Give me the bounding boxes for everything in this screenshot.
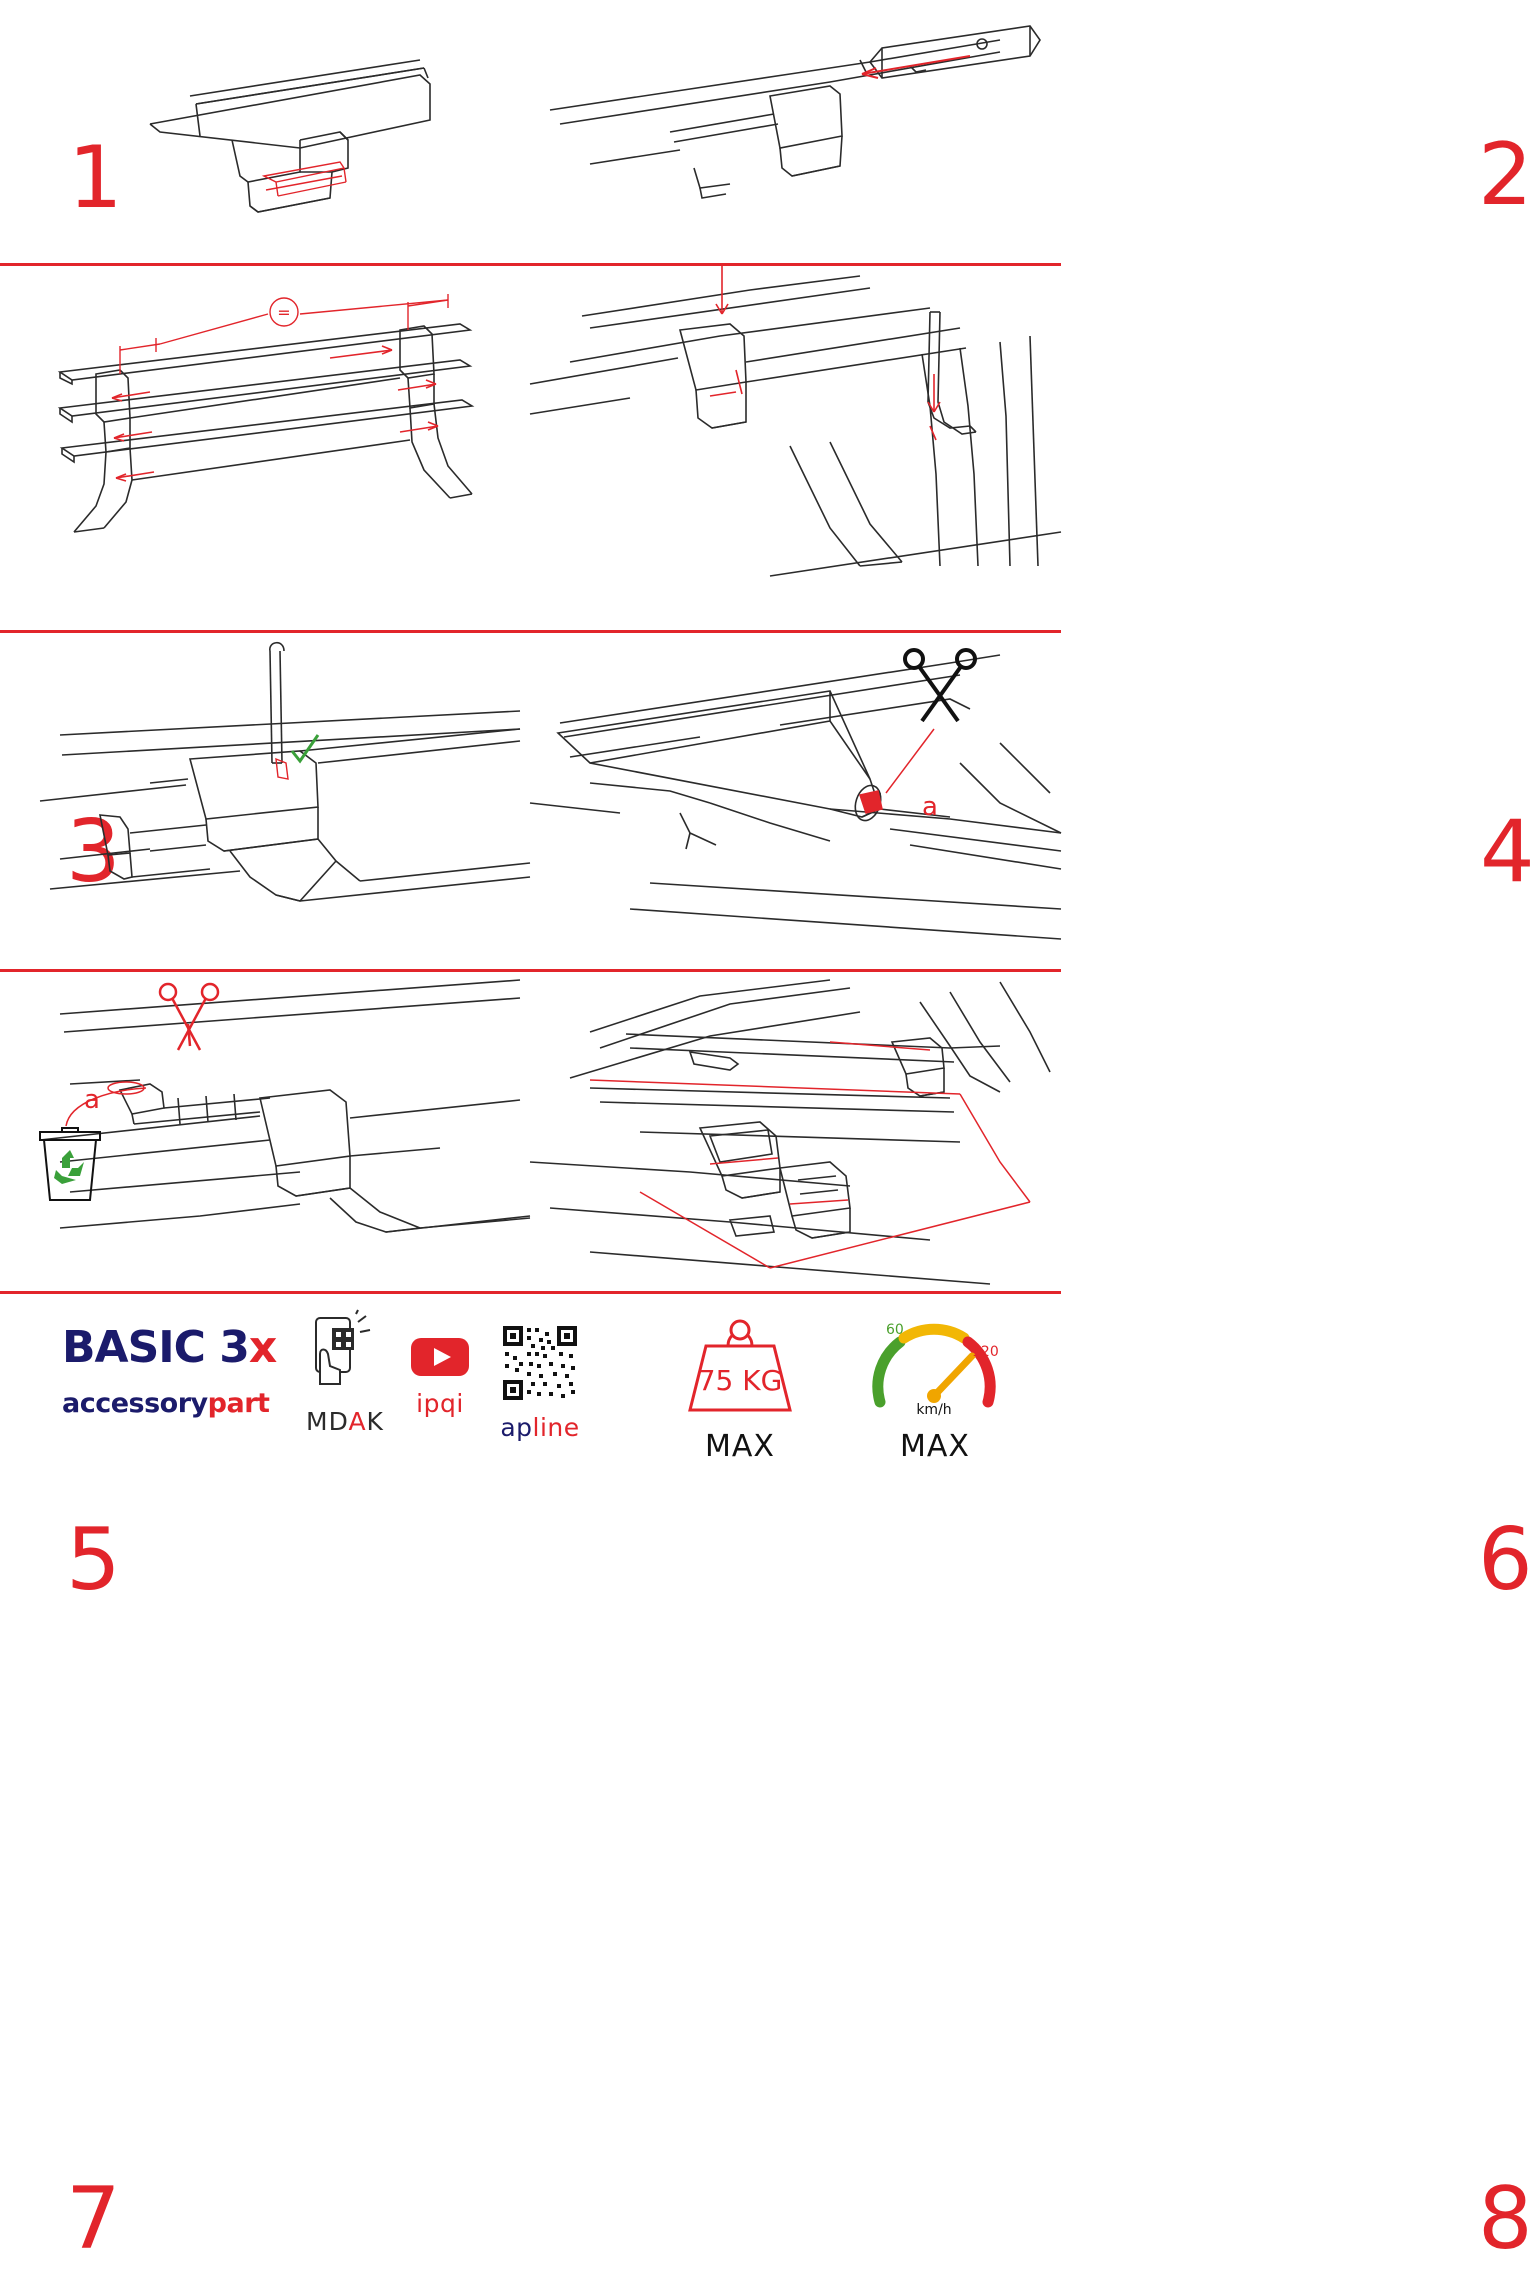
- step-4-panel: [530, 266, 1535, 902]
- max-weight-label: MAX: [705, 1429, 775, 1464]
- brand-subtitle: [62, 1390, 292, 1417]
- speed-tick-min: 60: [886, 1322, 904, 1338]
- step-7-number: 7: [66, 2169, 121, 2269]
- logo-mdak-caption-accent: A: [348, 1407, 367, 1436]
- footer: [0, 1300, 1061, 1500]
- step-2-number: 2: [1478, 125, 1533, 225]
- step-6-number: 6: [1478, 1510, 1533, 1610]
- step-6-illustration: [530, 633, 1061, 969]
- logo-apline-caption-second: line: [532, 1413, 580, 1442]
- max-speed-label: MAX: [900, 1429, 970, 1464]
- brand-title: [62, 1322, 292, 1373]
- brand-block: [62, 1322, 292, 1419]
- divider-footer: [0, 1291, 1061, 1294]
- brand-title-suffix: x: [248, 1322, 277, 1373]
- logo-ipqi[interactable]: [390, 1334, 490, 1416]
- max-weight-block: [660, 1312, 820, 1464]
- step-8-number: 8: [1478, 2169, 1533, 2269]
- weight-icon: [670, 1312, 810, 1418]
- logo-apline-caption: [480, 1415, 600, 1440]
- cut-label-a-6: a: [922, 792, 938, 822]
- max-speed-block: [850, 1312, 1020, 1464]
- cut-label-a-7: a: [84, 1085, 100, 1115]
- logo-mdak-caption: [290, 1409, 400, 1434]
- qr-code-icon: [501, 1324, 579, 1402]
- step-4-illustration: [530, 266, 1061, 630]
- step-3-panel: [0, 266, 530, 902]
- step-7-illustration: [0, 972, 530, 1291]
- logo-apline[interactable]: [480, 1324, 600, 1440]
- speedometer-icon: [860, 1312, 1010, 1418]
- logo-mdak[interactable]: [290, 1314, 400, 1434]
- step-8-illustration: [530, 972, 1061, 1291]
- logo-ipqi-caption: ipqi: [416, 1389, 464, 1418]
- step-3-illustration: [0, 266, 530, 630]
- speed-unit: km/h: [916, 1402, 952, 1418]
- brand-title-main: BASIC 3: [62, 1322, 249, 1373]
- step-5-number: 5: [66, 1510, 121, 1610]
- brand-subtitle-first: accessory: [62, 1388, 208, 1419]
- step-2-panel: [530, 0, 1533, 263]
- qr-scan-hand-icon: [300, 1314, 390, 1396]
- step-5-illustration: [0, 633, 530, 969]
- logo-apline-caption-first: ap: [500, 1413, 533, 1442]
- step-3-number: 3: [66, 802, 121, 902]
- speed-tick-max: 120: [972, 1344, 999, 1360]
- step-1-panel: [0, 0, 530, 263]
- logo-mdak-caption-tail: K: [366, 1407, 384, 1436]
- step-4-number: 4: [1480, 802, 1535, 902]
- max-weight-value: 75 KG: [697, 1364, 783, 1397]
- equal-sign: =: [277, 303, 291, 322]
- brand-subtitle-second: part: [207, 1388, 270, 1419]
- youtube-icon: [409, 1334, 471, 1378]
- step-2-illustration: [530, 0, 1061, 263]
- logo-mdak-caption-main: MD: [306, 1407, 349, 1436]
- step-1-number: 1: [68, 128, 123, 228]
